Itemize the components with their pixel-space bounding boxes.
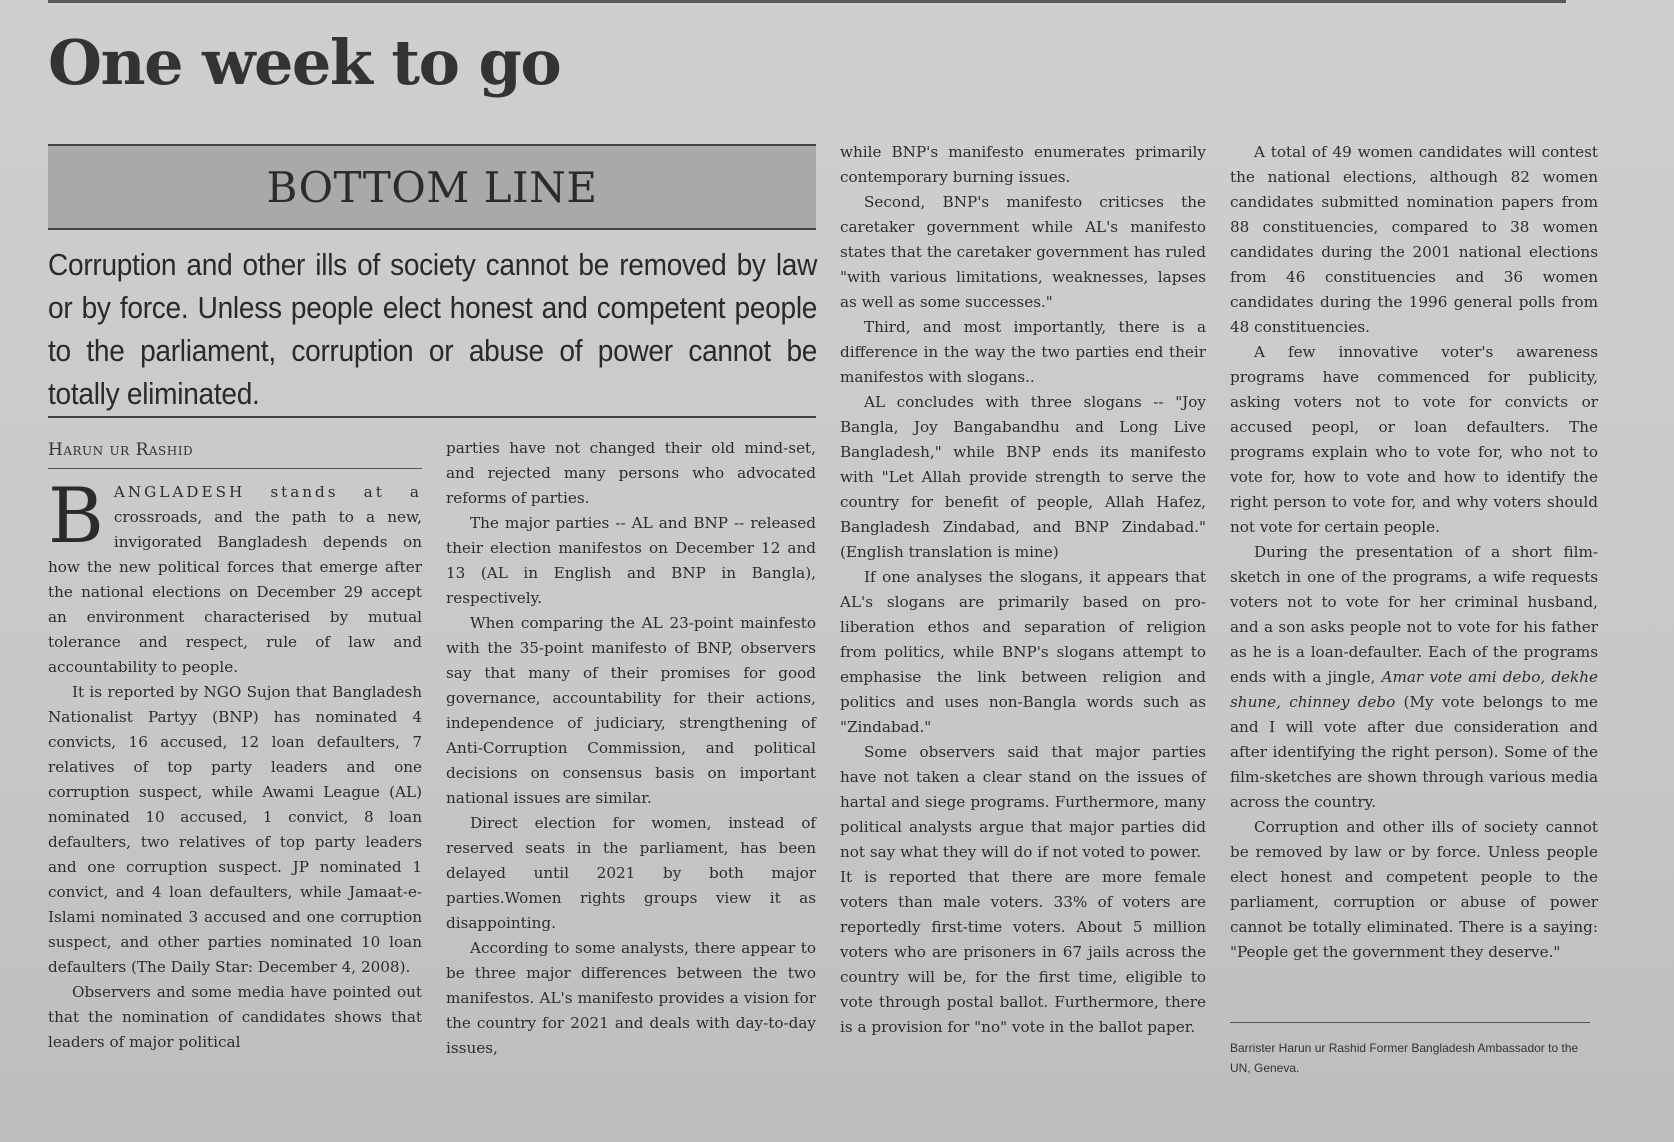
opening-text: crossroads, and the path to a new, invigorated Bangladesh depends on how the new political forces that emerge after the national elections on December 29 accept an environment characterised by mutual tolerance and respect, rule of law and accountability to people.	[48, 508, 422, 676]
drop-cap: B	[48, 471, 104, 560]
author-credit: Barrister Harun ur Rashid Former Bangladesh Ambassador to the UN, Geneva.	[1230, 1041, 1579, 1075]
article-paragraph: while BNP's manifesto enumerates primarily contemporary burning issues.	[840, 143, 1206, 186]
article-paragraph: When comparing the AL 23-point mainfesto with the 35-point manifesto of BNP, observers say that many of their promises for good governance, accountability for their actions, independence of judiciary, strengthening of Anti-Corruption Commission, and political decisions on consensus basis on important national issues are similar.	[446, 614, 816, 807]
byline: Harun ur Rashid	[48, 440, 194, 460]
headline: One week to go	[48, 26, 561, 99]
article-paragraph: Third, and most importantly, there is a difference in the way the two parties end their manifestos with slogans..	[840, 318, 1206, 386]
article-paragraph	[48, 471, 422, 680]
article-paragraph: A total of 49 women candidates will contest the national elections, although 82 women candidates submitted nomination papers from 88 constituencies, compared to 38 women candidates during the 2001 national elections from 46 constituencies and 36 women candidates during the 1996 general polls from 48 constituencies.	[1230, 143, 1598, 336]
article-paragraph: Some observers said that major parties have not taken a clear stand on the issues of hartal and siege programs. Furthermore, many political analysts argue that major parties did not say what they will do if not voted to power.	[840, 743, 1206, 861]
section-title: BOTTOM LINE	[266, 162, 598, 212]
top-rule	[48, 0, 1566, 3]
credit-divider	[1230, 1022, 1590, 1023]
article-paragraph: Second, BNP's manifesto criticses the caretaker government while AL's manifesto states that the caretaker government has ruled "with various limitations, weaknesses, lapses as well as some successes."	[840, 193, 1206, 311]
article-paragraph: Observers and some media have pointed out that the nomination of candidates shows that leaders of major political	[48, 983, 422, 1051]
article-paragraph	[1230, 540, 1598, 815]
article-column-4	[1230, 140, 1598, 965]
lead-divider	[48, 416, 816, 418]
article-paragraph: If one analyses the slogans, it appears that AL's slogans are primarily based on pro-liberation ethos and separation of religion from politics, while BNP's slogans attempt to emphasise the link between religion and politics and uses non-Bangla words such as "Zindabad."	[840, 568, 1206, 736]
article-paragraph: A few innovative voter's awareness programs have commenced for publicity, asking voters not to vote for convicts or accused peopl, or loan defaulters. The programs explain who to vote for, who not to vote for, how to vote and how to identify the right person to vote for, and why voters should not vote for certain people.	[1230, 343, 1598, 536]
jingle-text: Amar vote ami debo, dekhe shune, chinney debo	[1230, 668, 1599, 711]
lead-paragraph: Corruption and other ills of society cannot be removed by law or by force. Unless people elect honest and competent people to the parliament, corruption or abuse of power cannot be totally eliminated.	[48, 248, 818, 411]
article-paragraph: The major parties -- AL and BNP -- released their election manifestos on December 12 and 13 (AL in English and BNP in Bangla), respectively.	[446, 514, 816, 607]
article-paragraph: AL concludes with three slogans -- "Joy Bangla, Joy Bangabandhu and Long Live Bangladesh," while BNP ends its manifesto with "Let Allah provide strength to serve the country for benefit of people, Allah Hafez, Bangladesh Zindabad, and BNP Zindabad." (English translation is mine)	[840, 393, 1206, 561]
article-paragraph: According to some analysts, there appear to be three major differences between the two manifestos. AL's manifesto provides a vision for the country for 2021 and deals with day-to-day issues,	[446, 939, 816, 1057]
article-paragraph: Corruption and other ills of society cannot be removed by law or by force. Unless people elect honest and competent people to the parliament, corruption or abuse of power cannot be totally eliminated. There is a saying: "People get the government they deserve."	[1230, 818, 1598, 961]
paragraph-text: During the presentation of a short film-sketch in one of the programs, a wife requests voters not to vote for her criminal husband, and a son asks people not to vote for his father as he is a loan-defaulter. Each of the programs ends with a jingle,	[1230, 543, 1598, 686]
byline-divider	[48, 468, 422, 469]
article-paragraph: It is reported by NGO Sujon that Bangladesh Nationalist Partyy (BNP) has nominated 4 convicts, 16 accused, 12 loan defaulters, 7 relatives of top party leaders and one corruption suspect, while Awami League (AL) nominated 10 accused, 1 convict, 8 loan defaulters, two relatives of top party leaders and one corruption suspect. JP nominated 1 convict, and 4 loan defaulters, while Jamaat-e-Islami nominated 3 accused and one corruption suspect, and other parties nominated 10 loan defaulters (The Daily Star: December 4, 2008).	[48, 683, 422, 976]
article-column-2	[446, 436, 816, 1061]
article-column-1	[48, 471, 422, 1055]
section-banner	[48, 144, 816, 230]
paragraph-text: (My vote belongs to me and I will vote after due consideration and after identifying the right person). Some of the film-sketches are shown through various media across the country.	[1230, 693, 1599, 811]
article-paragraph: It is reported that there are more female voters than male voters. 33% of voters are reportedly first-time voters. About 5 million voters who are prisoners in 67 jails across the country will be, for the first time, eligible to vote through postal ballot. Furthermore, there is a provision for "no" vote in the ballot paper.	[840, 868, 1206, 1036]
article-column-3	[840, 140, 1206, 1040]
article-paragraph: Direct election for women, instead of reserved seats in the parliament, has been delayed until 2021 by both major parties.Women rights groups view it as disappointing.	[446, 814, 816, 932]
article-paragraph: parties have not changed their old mind-set, and rejected many persons who advocated reforms of parties.	[446, 439, 816, 507]
opening-words: ANGLADESH stands at a	[113, 483, 422, 501]
